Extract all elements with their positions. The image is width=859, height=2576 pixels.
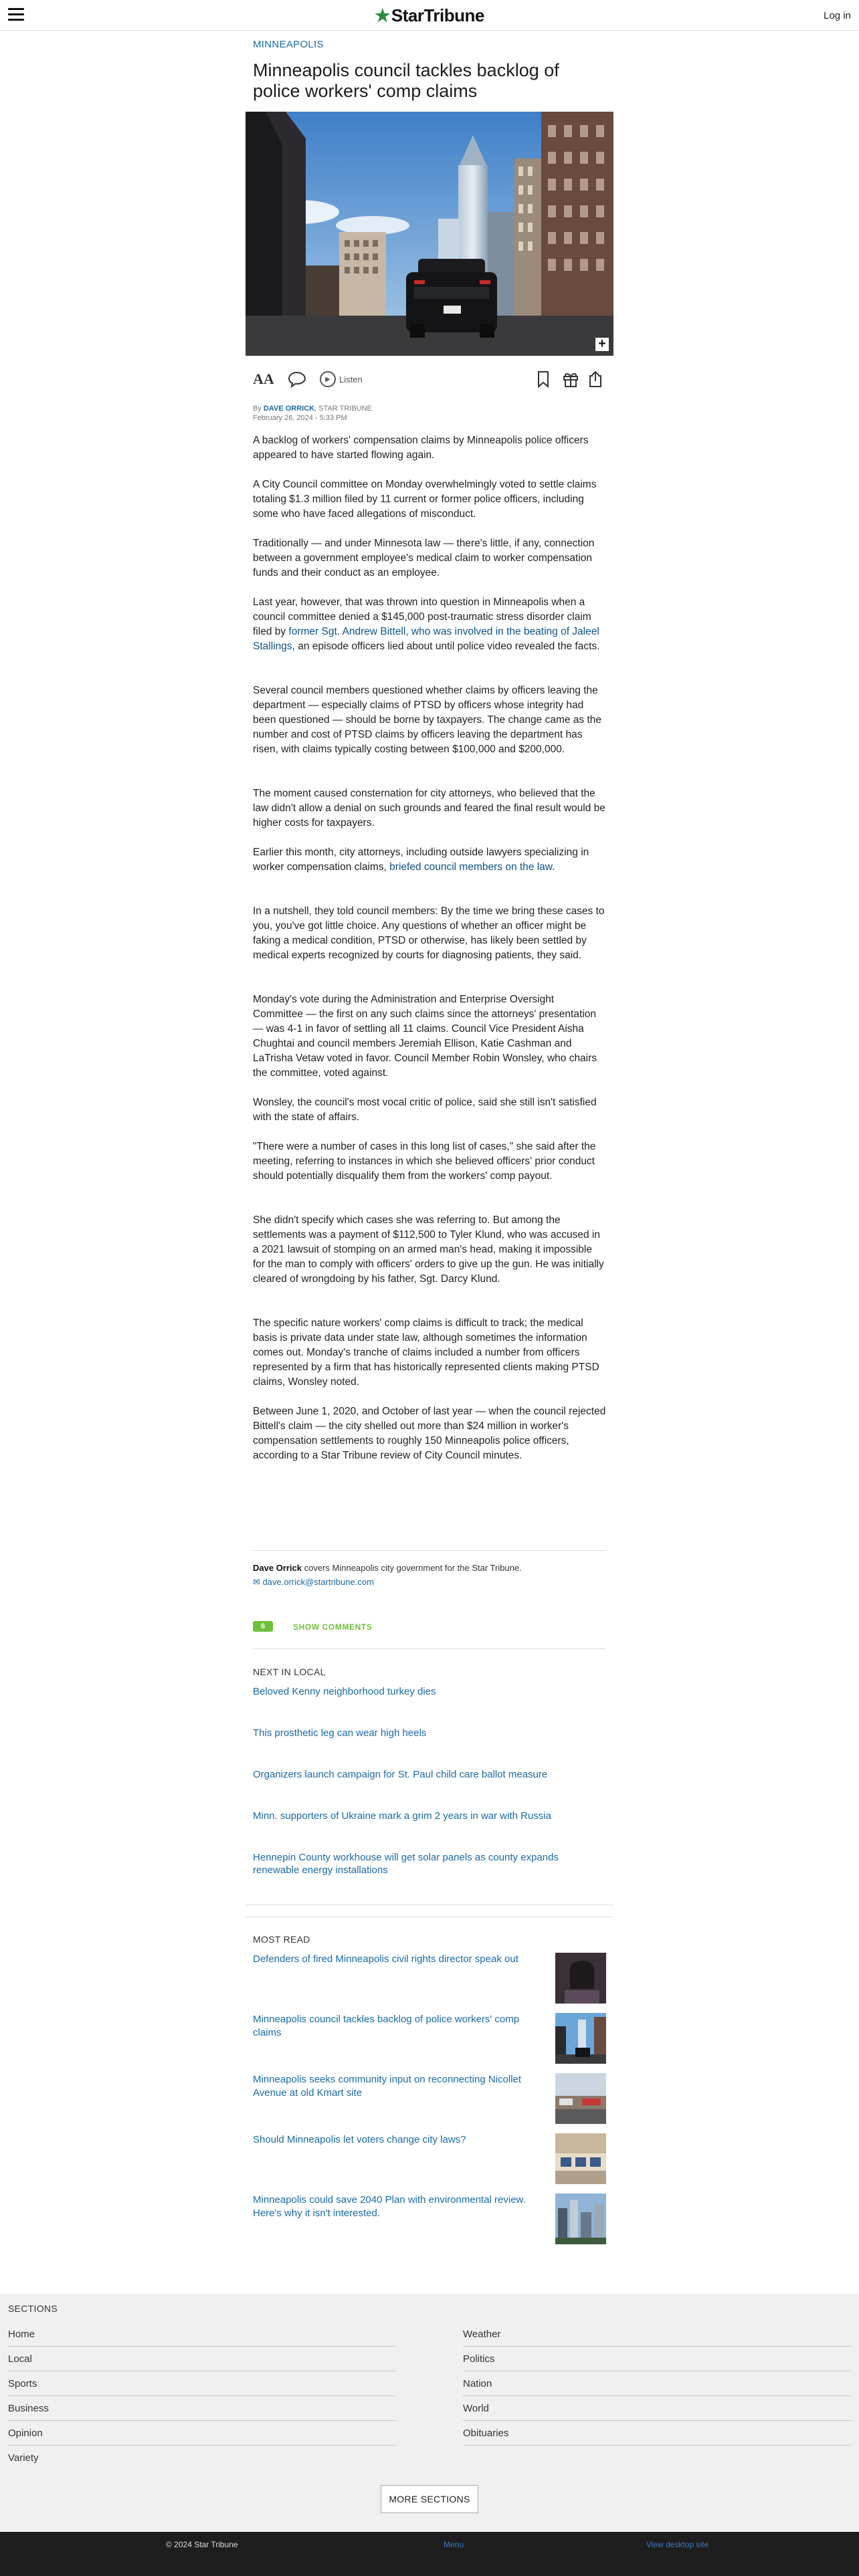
play-icon: ▶ bbox=[320, 371, 336, 387]
author-box: Dave Orrick covers Minneapolis city government for the Star Tribune. ✉ dave.orrick@startribune.com bbox=[253, 1550, 606, 1588]
footer-menu-link[interactable]: Menu bbox=[444, 2540, 464, 2549]
most-read-item[interactable]: Minneapolis council tackles backlog of police workers' comp claims bbox=[253, 2013, 606, 2064]
city-street-photo bbox=[246, 112, 613, 356]
section-link-obituaries[interactable]: Obituaries bbox=[463, 2421, 851, 2446]
article-paragraph: The moment caused consternation for city attorneys, who believed that the law didn't allow a denial on such grounds and feared the final result would be higher costs for taxpayers. bbox=[253, 788, 605, 829]
section-link-business[interactable]: Business bbox=[8, 2396, 396, 2421]
author-email-link[interactable]: ✉ dave.orrick@startribune.com bbox=[253, 1577, 374, 1587]
star-icon: ★ bbox=[375, 5, 390, 25]
article-paragraph: She didn't specify which cases she was referring to. But among the settlements was a payment of $112,500 to Tyler Klund, who was accused in a 2021 lawsuit of stomping on an armed man's head, making it impossible for the man to comply with officers' orders to give up the gun. He was initially cleared of wrongdoing by his father, Sgt. Darcy Klund. bbox=[253, 1214, 604, 1285]
most-read-thumbnail bbox=[555, 1953, 606, 2004]
briefed-council-link[interactable]: briefed council members on the law bbox=[389, 861, 553, 873]
section-link-opinion[interactable]: Opinion bbox=[8, 2421, 396, 2446]
author-link[interactable]: DAVE ORRICK bbox=[263, 405, 315, 413]
next-in-local-item[interactable]: Minn. supporters of Ukraine mark a grim 2 years in war with Russia bbox=[253, 1810, 551, 1822]
byline: By DAVE ORRICK, STAR TRIBUNE February 26, 2024 - 5:33 PM bbox=[253, 405, 372, 422]
listen-button[interactable]: ▶ Listen bbox=[320, 369, 363, 389]
copyright: © 2024 Star Tribune bbox=[166, 2540, 238, 2549]
author-name: Dave Orrick bbox=[253, 1563, 302, 1573]
article-headline: Minneapolis council tackles backlog of police workers' comp claims bbox=[253, 60, 559, 101]
article-paragraph: A City Council committee on Monday overwhelmingly voted to settle claims totaling $1.3 million filed by 11 current or former police officers, including some who have faced allegations of misconduct. bbox=[253, 479, 597, 520]
show-comments-button[interactable]: SHOW COMMENTS bbox=[293, 1622, 373, 1632]
article-paragraph: The specific nature workers' comp claims is difficult to track; the medical basis is private data under state law, although sometimes the information comes out. Monday's tranche of claims included a number from officers represented by a firm that has historically represented clients making PTSD claims, Wonsley noted. bbox=[253, 1317, 599, 1388]
expand-image-button[interactable]: + bbox=[595, 337, 609, 352]
most-read-thumbnail bbox=[555, 2193, 606, 2244]
top-navigation-bar bbox=[0, 0, 859, 31]
article-paragraph: Monday's vote during the Administration and Enterprise Oversight Committee — the first on any such claims since the attorneys' presentation — was 4-1 in favor of settling all 11 claims. Council Vice President Aisha Chughtai and council members Jeremiah Ellison, Katie Cashman and LaTrisha Vetaw voted in favor. Council Member Robin Wonsley, who chairs the committee, voted against. bbox=[253, 994, 597, 1079]
most-read-heading: MOST READ bbox=[253, 1934, 310, 1945]
section-link-nation[interactable]: Nation bbox=[463, 2371, 851, 2396]
article-paragraph: Between June 1, 2020, and October of last year — when the council rejected Bittell's claim — the city shelled out more than $24 million in worker's compensation settlements to roughly 150 Minneapolis police officers, according to a Star Tribune review of City Council minutes. bbox=[253, 1406, 606, 1461]
article-toolbar bbox=[253, 369, 606, 391]
comments-bar bbox=[253, 1621, 606, 1649]
publish-date: February 26, 2024 - 5:33 PM bbox=[253, 414, 347, 422]
more-sections-button[interactable]: MORE SECTIONS bbox=[381, 2485, 478, 2513]
hero-image[interactable] bbox=[246, 112, 613, 356]
most-read-thumbnail bbox=[555, 2073, 606, 2124]
article-paragraph: A backlog of workers' compensation claims by Minneapolis police officers appeared to have started flowing again. bbox=[253, 435, 589, 461]
article-paragraph: Earlier this month, city attorneys, including outside lawyers specializing in worker compensation claims, briefed council members on the law. bbox=[253, 847, 589, 873]
article-paragraph: Several council members questioned whether claims by officers leaving the department — especially claims of PTSD by officers whose integrity had been questioned — should be borne by taxpayers. The change came as the number and cost of PTSD claims by officers leaving the department has risen, with claims typically costing between $100,000 and $200,000. bbox=[253, 685, 602, 755]
next-in-local-item[interactable]: Hennepin County workhouse will get solar panels as county expands renewable energy installations bbox=[253, 1852, 559, 1876]
gift-icon[interactable] bbox=[562, 369, 579, 389]
section-link-variety[interactable]: Variety bbox=[8, 2452, 39, 2464]
next-in-local-item[interactable]: This prosthetic leg can wear high heels bbox=[253, 1727, 427, 1739]
comment-count-badge[interactable]: 6 bbox=[253, 1621, 273, 1632]
article-paragraph: Last year, however, that was thrown into question in Minneapolis when a council committee denied a $145,000 post-traumatic stress disorder claim filed by former Sgt. Andrew Bittell, who was involved in the beating of Jaleel Stallings, an episode officers lied about until police video revealed the facts. bbox=[253, 597, 600, 652]
bookmark-icon[interactable] bbox=[537, 369, 550, 389]
section-link-world[interactable]: World bbox=[463, 2396, 851, 2421]
next-in-local-item[interactable]: Organizers launch campaign for St. Paul child care ballot measure bbox=[253, 1769, 548, 1780]
most-read-item[interactable]: Defenders of fired Minneapolis civil rights director speak out bbox=[253, 1953, 606, 2004]
login-link[interactable]: Log in bbox=[824, 10, 851, 21]
most-read-item[interactable]: Minneapolis could save 2040 Plan with environmental review. Here's why it isn't interested. bbox=[253, 2193, 606, 2244]
article-paragraph: Traditionally — and under Minnesota law — there's little, if any, connection between a government employee's medical claim to worker compensation funds and their conduct as an employee. bbox=[253, 538, 595, 578]
envelope-icon: ✉ bbox=[253, 1577, 260, 1587]
article-paragraph: In a nutshell, they told council members: By the time we bring these cases to you, you've got little choice. Any questions of whether an officer might be faking a medical condition, PTSD or otherwise, has likely been settled by medical experts recognized by courts for diagnosing patients, they said. bbox=[253, 905, 605, 961]
sections-heading: SECTIONS bbox=[8, 2303, 58, 2314]
section-link-home[interactable]: Home bbox=[8, 2322, 396, 2347]
article-paragraph: "There were a number of cases in this long list of cases," she said after the meeting, referring to instances in which she believed officers' prior conduct should potentially disqualify them from the workers' comp payout. bbox=[253, 1141, 596, 1182]
text-size-icon[interactable]: AA bbox=[253, 370, 274, 387]
most-read-thumbnail bbox=[555, 2133, 606, 2184]
section-link-sports[interactable]: Sports bbox=[8, 2371, 396, 2396]
next-in-local-heading: NEXT IN LOCAL bbox=[253, 1667, 326, 1677]
bottom-bar bbox=[0, 2532, 859, 2576]
article-paragraph: Wonsley, the council's most vocal critic of police, said she still isn't satisfied with the state of affairs. bbox=[253, 1097, 597, 1123]
most-read-item[interactable]: Minneapolis seeks community input on reconnecting Nicollet Avenue at old Kmart site bbox=[253, 2073, 606, 2124]
desktop-site-link[interactable]: View desktop site bbox=[646, 2540, 709, 2549]
comment-icon[interactable] bbox=[288, 369, 306, 389]
most-read-item[interactable]: Should Minneapolis let voters change city laws? bbox=[253, 2133, 606, 2184]
share-icon[interactable] bbox=[587, 369, 603, 389]
section-link-local[interactable]: Local bbox=[8, 2347, 396, 2371]
section-link-weather[interactable]: Weather bbox=[463, 2322, 851, 2347]
bittell-story-link[interactable]: former Sgt. Andrew Bittell, who was involved in the beating of Jaleel Stallings bbox=[253, 626, 599, 652]
next-in-local-item[interactable]: Beloved Kenny neighborhood turkey dies bbox=[253, 1686, 436, 1697]
section-link-politics[interactable]: Politics bbox=[463, 2347, 851, 2371]
most-read-thumbnail bbox=[555, 2013, 606, 2064]
section-kicker[interactable]: MINNEAPOLIS bbox=[253, 39, 324, 50]
site-logo[interactable]: ★StarTribune bbox=[375, 5, 484, 25]
